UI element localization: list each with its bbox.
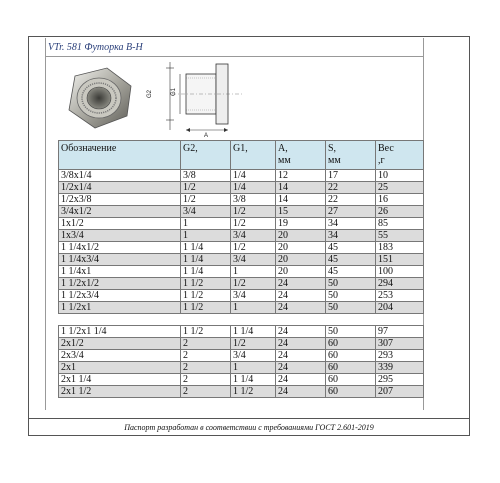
table-cell: 3/4 xyxy=(231,230,276,242)
table-cell: 24 xyxy=(276,386,326,398)
header-g2: G2, xyxy=(181,141,231,170)
table-row xyxy=(59,206,424,218)
table-cell: 60 xyxy=(326,362,376,374)
table-row xyxy=(59,182,424,194)
table-cell: 3/4 xyxy=(231,350,276,362)
table-row xyxy=(59,254,424,266)
table-cell: 253 xyxy=(376,290,424,302)
table-cell: 55 xyxy=(376,230,424,242)
header-weight: Вес ,г xyxy=(376,141,424,170)
product-title: VTr. 581 Футорка В-Н xyxy=(48,42,143,53)
table-cell: 1 xyxy=(231,302,276,314)
table-cell: 1 1/4 xyxy=(181,266,231,278)
table-cell: 1 1/2 xyxy=(181,326,231,338)
table-cell: 1 1/4 xyxy=(231,374,276,386)
footer-divider xyxy=(28,418,470,419)
table-cell: 22 xyxy=(326,182,376,194)
table-cell: 14 xyxy=(276,194,326,206)
table-cell: 45 xyxy=(326,266,376,278)
table-cell: 204 xyxy=(376,302,424,314)
table-cell: 1 1/2x3/4 xyxy=(59,290,181,302)
header-row xyxy=(59,141,424,170)
table-cell: 50 xyxy=(326,302,376,314)
table-row xyxy=(59,338,424,350)
table-cell: 1/2 xyxy=(231,242,276,254)
table-cell: 17 xyxy=(326,170,376,182)
table-cell: 50 xyxy=(326,278,376,290)
table-cell: 14 xyxy=(276,182,326,194)
g1-label: G1 xyxy=(171,87,177,96)
footer-note: Паспорт разработан в соответствии с требованиями ГОСТ 2.601-2019 xyxy=(124,423,374,432)
table-cell: 3/4x1/2 xyxy=(59,206,181,218)
a-label: A xyxy=(204,133,209,138)
table-cell: 50 xyxy=(326,290,376,302)
table-cell: 45 xyxy=(326,254,376,266)
table-row xyxy=(59,350,424,362)
table-cell: 100 xyxy=(376,266,424,278)
table-cell: 2 xyxy=(181,338,231,350)
table-cell: 339 xyxy=(376,362,424,374)
table-row xyxy=(59,362,424,374)
table-row xyxy=(59,170,424,182)
table-cell: 1/2x3/8 xyxy=(59,194,181,206)
table-row xyxy=(59,266,424,278)
table-cell: 24 xyxy=(276,338,326,350)
table-cell: 25 xyxy=(376,182,424,194)
table-cell: 1 1/4 xyxy=(231,326,276,338)
table-cell: 1 1/2x1 1/4 xyxy=(59,326,181,338)
table-cell: 1 1/2x1/2 xyxy=(59,278,181,290)
table-cell: 1/4 xyxy=(231,170,276,182)
table-cell: 10 xyxy=(376,170,424,182)
table-row xyxy=(59,242,424,254)
table-row xyxy=(59,278,424,290)
table-cell: 12 xyxy=(276,170,326,182)
table-cell: 20 xyxy=(276,266,326,278)
table-cell: 1x1/2 xyxy=(59,218,181,230)
table-cell: 19 xyxy=(276,218,326,230)
table-cell: 1 1/4x1 xyxy=(59,266,181,278)
table-cell: 1/2 xyxy=(181,194,231,206)
table-cell: 45 xyxy=(326,242,376,254)
table-cell: 3/8 xyxy=(231,194,276,206)
table-cell: 1/4 xyxy=(231,182,276,194)
table-cell: 15 xyxy=(276,206,326,218)
table-cell: 2x1 1/4 xyxy=(59,374,181,386)
table-cell: 85 xyxy=(376,218,424,230)
table-cell: 1 1/2 xyxy=(181,302,231,314)
table-cell: 207 xyxy=(376,386,424,398)
dimensions-table-continued xyxy=(58,325,424,398)
table-cell: 1 xyxy=(181,218,231,230)
table-row xyxy=(59,326,424,338)
table-cell: 34 xyxy=(326,218,376,230)
table-cell: 294 xyxy=(376,278,424,290)
table-row xyxy=(59,386,424,398)
table-cell: 97 xyxy=(376,326,424,338)
table-cell: 24 xyxy=(276,350,326,362)
table-cell: 1 1/2x1 xyxy=(59,302,181,314)
table-cell: 183 xyxy=(376,242,424,254)
table-cell: 1/2 xyxy=(231,206,276,218)
table-cell: 1/2x1/4 xyxy=(59,182,181,194)
table-cell: 2x1 1/2 xyxy=(59,386,181,398)
table-cell: 2 xyxy=(181,350,231,362)
table-cell: 2x1/2 xyxy=(59,338,181,350)
table-cell: 24 xyxy=(276,278,326,290)
g2-label: G2 xyxy=(147,89,153,98)
table-cell: 1/2 xyxy=(231,338,276,350)
table-cell: 3/8 xyxy=(181,170,231,182)
table-cell: 2 xyxy=(181,374,231,386)
table-cell: 24 xyxy=(276,374,326,386)
table-row xyxy=(59,218,424,230)
table-cell: 2 xyxy=(181,386,231,398)
title-divider xyxy=(45,56,423,57)
table-cell: 24 xyxy=(276,362,326,374)
header-designation: Обозначение xyxy=(59,141,181,170)
table-cell: 34 xyxy=(326,230,376,242)
table-cell: 1 1/2 xyxy=(181,278,231,290)
table-cell: 60 xyxy=(326,338,376,350)
bushing-photo xyxy=(55,58,140,138)
header-a: A, мм xyxy=(276,141,326,170)
table-cell: 60 xyxy=(326,386,376,398)
header-g1: G1, xyxy=(231,141,276,170)
dimensions-table xyxy=(58,140,424,314)
table-cell: 3/4 xyxy=(231,290,276,302)
table-cell: 20 xyxy=(276,242,326,254)
table-cell: 22 xyxy=(326,194,376,206)
table-cell: 60 xyxy=(326,350,376,362)
table-cell: 1 1/4x3/4 xyxy=(59,254,181,266)
table-cell: 1 1/2 xyxy=(181,290,231,302)
table-cell: 1 1/4 xyxy=(181,254,231,266)
table-cell: 16 xyxy=(376,194,424,206)
table-cell: 293 xyxy=(376,350,424,362)
left-margin-line xyxy=(45,38,46,410)
table-cell: 3/4 xyxy=(231,254,276,266)
table-row xyxy=(59,374,424,386)
table-cell: 1 xyxy=(231,266,276,278)
header-s: S, мм xyxy=(326,141,376,170)
table-cell: 1x3/4 xyxy=(59,230,181,242)
table-cell: 24 xyxy=(276,302,326,314)
table-row xyxy=(59,230,424,242)
table-cell: 26 xyxy=(376,206,424,218)
table-cell: 1 1/4x1/2 xyxy=(59,242,181,254)
table-cell: 2 xyxy=(181,362,231,374)
table-row xyxy=(59,194,424,206)
table-cell: 60 xyxy=(326,374,376,386)
table-cell: 24 xyxy=(276,326,326,338)
table-cell: 1 xyxy=(231,362,276,374)
table-cell: 1 1/2 xyxy=(231,386,276,398)
table-cell: 27 xyxy=(326,206,376,218)
table-row xyxy=(59,290,424,302)
table-cell: 1 1/4 xyxy=(181,242,231,254)
table-cell: 3/4 xyxy=(181,206,231,218)
table-cell: 3/8x1/4 xyxy=(59,170,181,182)
table-cell: 50 xyxy=(326,326,376,338)
table-cell: 307 xyxy=(376,338,424,350)
table-cell: 1 xyxy=(181,230,231,242)
table-row xyxy=(59,302,424,314)
table-cell: 20 xyxy=(276,254,326,266)
table-cell: 1/2 xyxy=(231,278,276,290)
table-cell: 2x1 xyxy=(59,362,181,374)
table-cell: 1/2 xyxy=(231,218,276,230)
technical-drawing xyxy=(142,60,422,138)
table-cell: 20 xyxy=(276,230,326,242)
table-cell: 24 xyxy=(276,290,326,302)
table-cell: 151 xyxy=(376,254,424,266)
table-cell: 2x3/4 xyxy=(59,350,181,362)
table-cell: 295 xyxy=(376,374,424,386)
table-cell: 1/2 xyxy=(181,182,231,194)
